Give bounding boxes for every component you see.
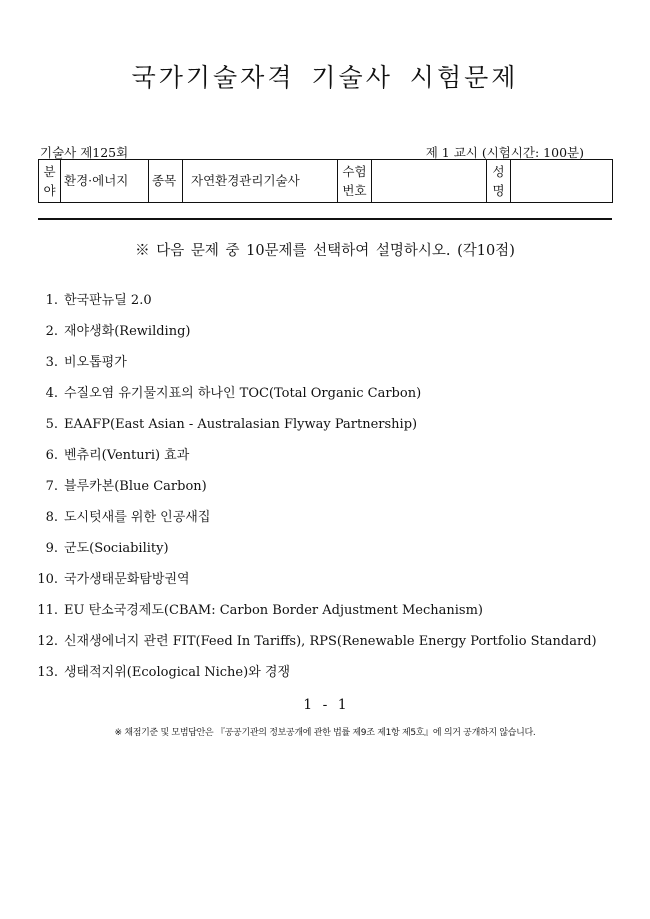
field-label-cell	[39, 160, 61, 203]
field-label-bottom: 야	[43, 183, 56, 198]
field-label-top: 분	[43, 164, 56, 179]
exam-meta-row	[40, 143, 612, 159]
question-text: 재야생화(Rewilding)	[64, 324, 191, 339]
question-number: 1.	[45, 293, 58, 308]
question-number: 7.	[45, 479, 58, 494]
question-number: 2.	[45, 324, 58, 339]
question-item	[36, 502, 626, 533]
question-item	[36, 471, 626, 502]
question-number: 6.	[45, 448, 58, 463]
question-item	[36, 564, 626, 595]
header-divider	[38, 218, 612, 220]
question-text: 군도(Sociability)	[64, 541, 169, 556]
exam-round: 기술사 제125회	[40, 145, 129, 160]
question-item	[36, 657, 626, 688]
footnote: ※ 채점기준 및 모범답안은 『공공기관의 정보공개에 관한 법률 제9조 제1항 제5호』에 의거 공개하지 않습니다.	[114, 728, 536, 738]
question-item	[36, 595, 626, 626]
question-number: 8.	[45, 510, 58, 525]
exam-number-field[interactable]	[372, 160, 487, 203]
exam-title: 국가기술자격 기술사 시험문제	[131, 63, 519, 92]
question-text: 비오톱평가	[64, 355, 127, 370]
question-text: EAAFP(East Asian - Australasian Flyway Partnership)	[64, 417, 418, 432]
question-text: 벤츄리(Venturi) 효과	[64, 448, 190, 463]
name-field[interactable]	[511, 160, 613, 203]
question-number: 3.	[45, 355, 58, 370]
exam-number-label-top: 수험	[342, 164, 367, 179]
question-list	[36, 285, 626, 688]
name-label-cell	[487, 160, 511, 203]
exam-session: 제 1 교시 (시험시간: 100분)	[425, 145, 584, 160]
question-number: 12.	[37, 634, 58, 649]
question-text: 수질오염 유기물지표의 하나인 TOC(Total Organic Carbon)	[64, 386, 422, 401]
question-item	[36, 626, 626, 657]
question-text: 도시텃새를 위한 인공새집	[64, 510, 211, 525]
field-value: 환경·에너지	[61, 160, 149, 203]
question-item	[36, 316, 626, 347]
question-text: 신재생에너지 관련 FIT(Feed In Tariffs), RPS(Renewable Energy Portfolio Standard)	[64, 634, 597, 649]
question-text: 한국판뉴딜 2.0	[64, 293, 152, 308]
exam-number-label-bottom: 번호	[342, 183, 367, 198]
question-number: 10.	[37, 572, 58, 587]
page-number: 1 - 1	[303, 697, 347, 713]
question-item	[36, 440, 626, 471]
question-number: 13.	[37, 665, 58, 680]
question-item	[36, 285, 626, 316]
instruction-text: ※ 다음 문제 중 10문제를 선택하여 설명하시오. (각10점)	[135, 243, 515, 259]
question-number: 5.	[45, 417, 58, 432]
exam-number-label-cell	[338, 160, 372, 203]
question-text: 생태적지위(Ecological Niche)와 경쟁	[64, 665, 291, 680]
question-number: 4.	[45, 386, 58, 401]
question-number: 9.	[45, 541, 58, 556]
name-label-bottom: 명	[492, 183, 505, 198]
question-number: 11.	[37, 603, 58, 618]
name-label-top: 성	[492, 164, 505, 179]
category-value: 자연환경관리기술사	[183, 160, 338, 203]
question-text: EU 탄소국경제도(CBAM: Carbon Border Adjustment Mechanism)	[64, 603, 483, 618]
question-text: 국가생태문화탐방권역	[64, 572, 190, 587]
question-text: 블루카본(Blue Carbon)	[64, 479, 207, 494]
question-item	[36, 409, 626, 440]
question-item	[36, 378, 626, 409]
category-label: 종목	[149, 160, 183, 203]
question-item	[36, 533, 626, 564]
exam-info-table	[38, 159, 613, 203]
question-item	[36, 347, 626, 378]
